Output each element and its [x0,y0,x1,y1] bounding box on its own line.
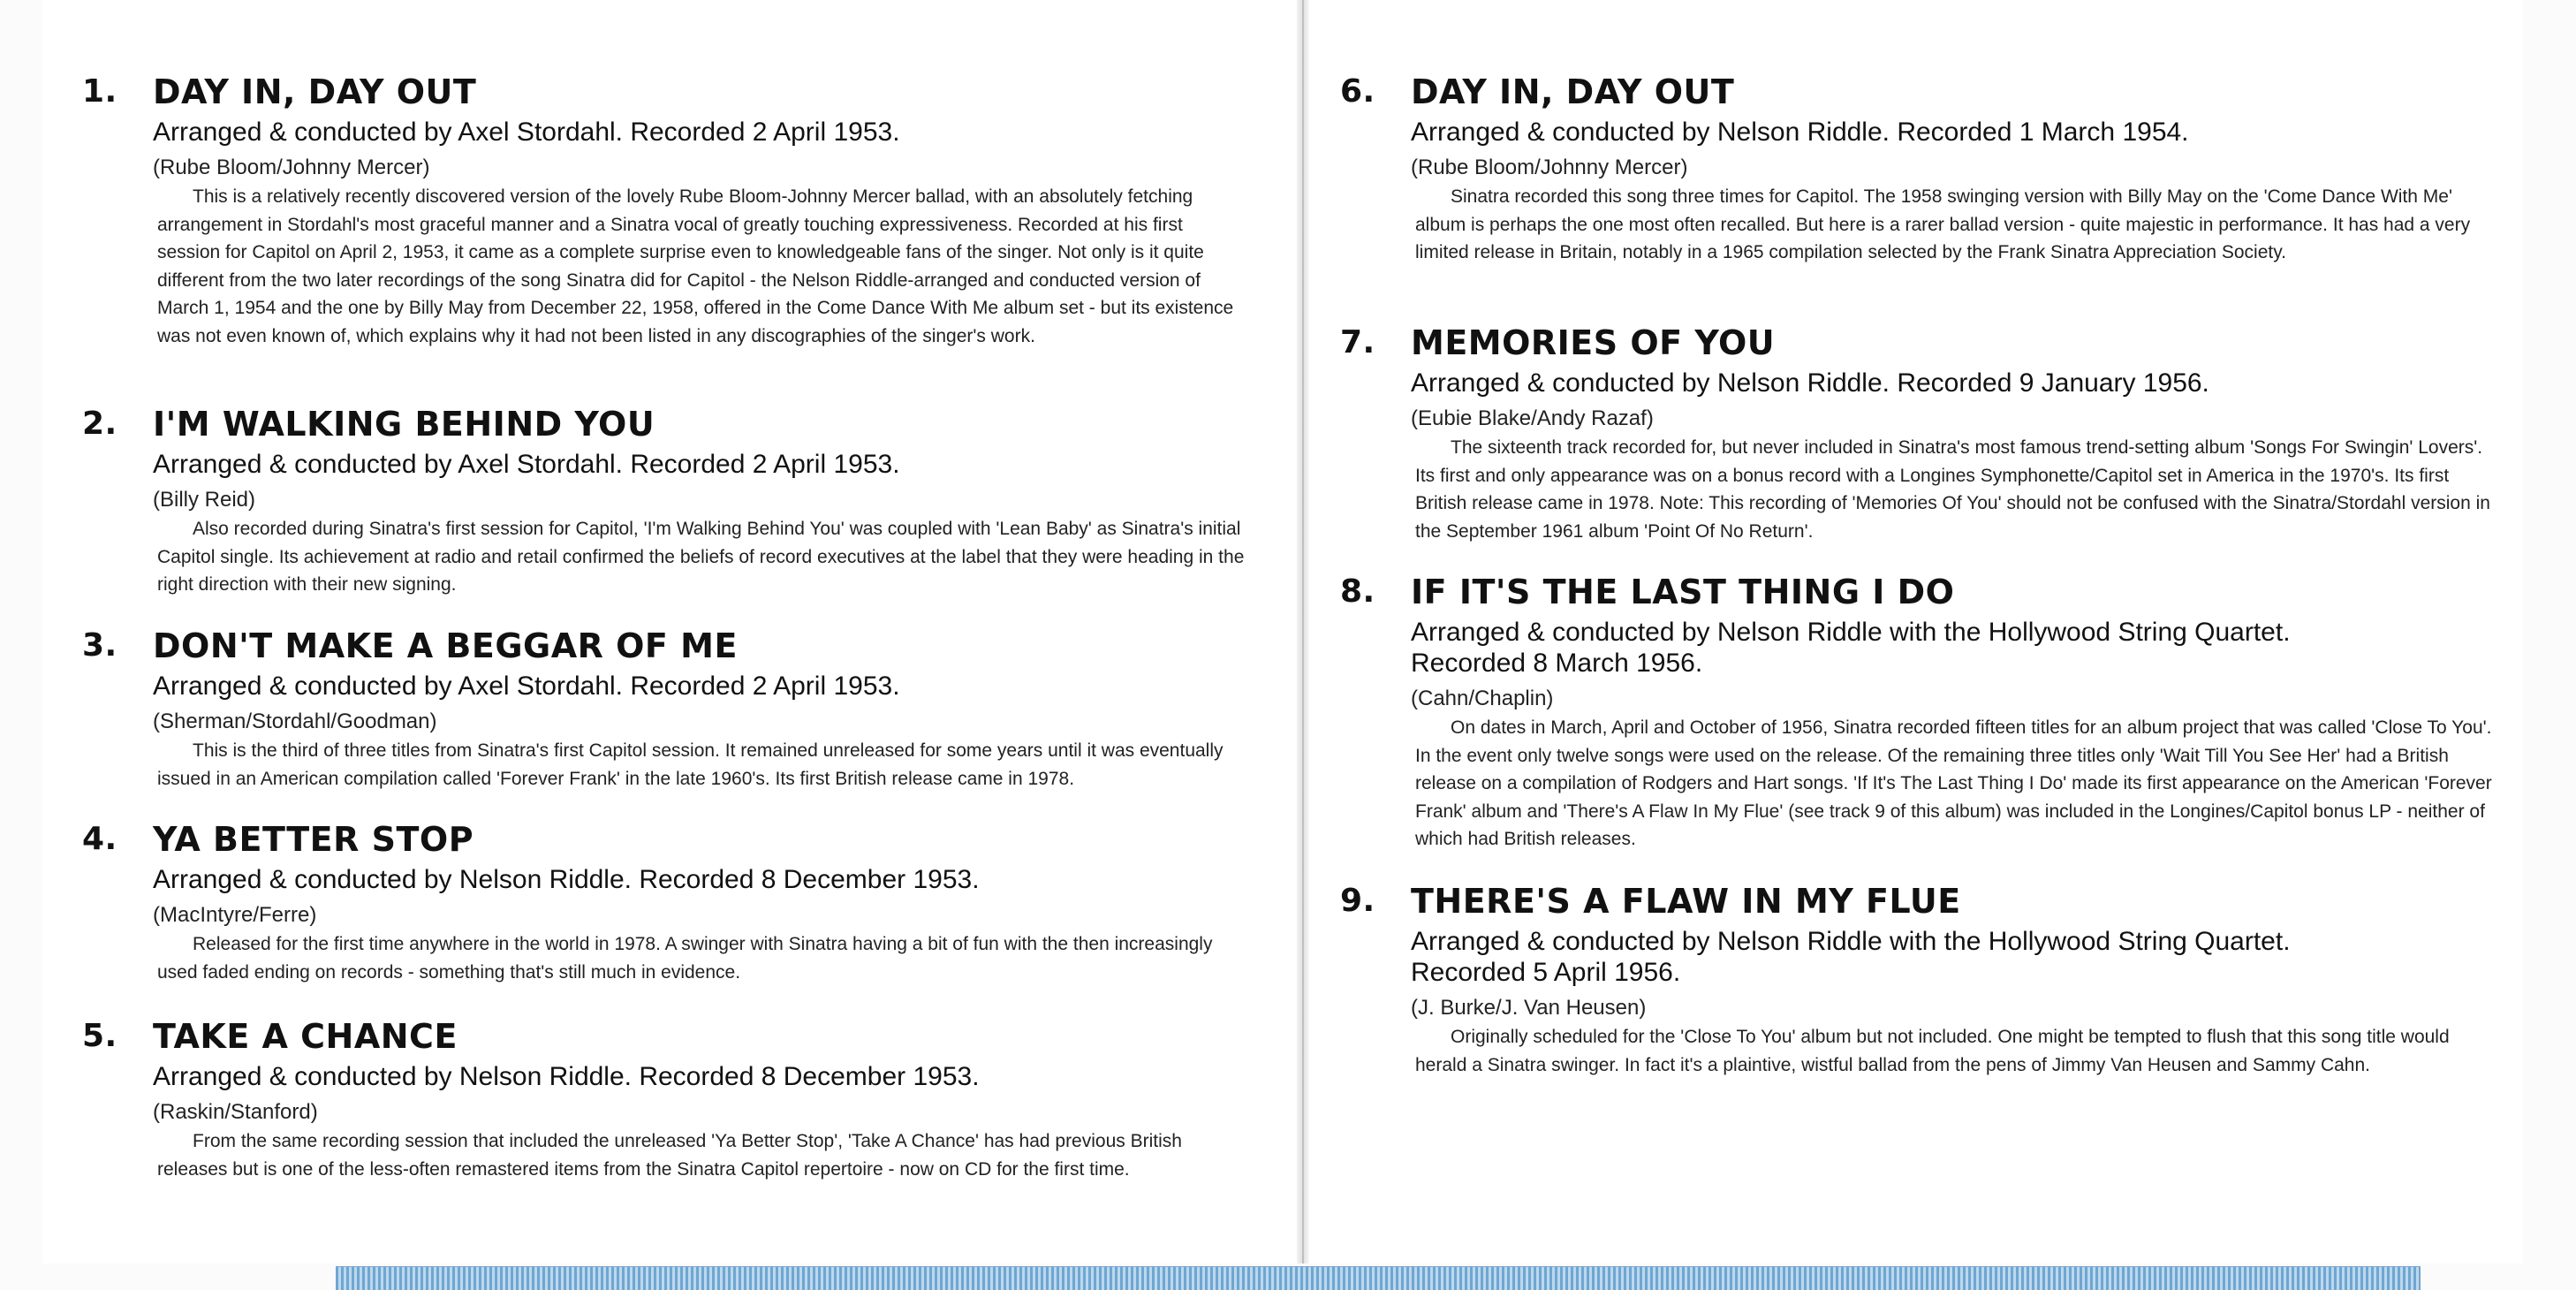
track-description: On dates in March, April and October of 1956, Sinatra recorded fifteen titles for an album project that was called 'Close To You'. In the event only twelve songs were used on the release. Of the remaining three titles only 'Wait Till You See Her' had a British release on a compilation of Rodgers and Hart songs. 'If It's The Last Thing I Do' made its first appearance on the American 'Forever Frank' album and 'There's A Flaw In My Flue' (see track 9 of this album) was included in the Longines/Capitol bonus LP - neither of which had British releases. [1415,717,2492,849]
track-description: Also recorded during Sinatra's first session for Capitol, 'I'm Walking Behind You' was coupled with 'Lean Baby' as Sinatra's initial Capitol single. Its achievement at radio and retail confirmed the beliefs of record executives at the label that they were heading in the right direction with their new signing. [157,519,1245,595]
track-title [1340,71,2489,113]
track-title [82,403,1257,445]
track-2 [82,403,1257,599]
track-9 [1340,880,2493,1079]
track-title [82,71,1248,113]
cd-tray-spine-strip [336,1266,2421,1290]
track-number: 9. [1340,883,1375,919]
track-title-text: MEMORIES OF YOU [1411,323,1776,362]
track-arrangement: Arranged & conducted by Nelson Riddle with the Hollywood String Quartet. Recorded 8 March 1956. [1411,618,2291,678]
track-description: The sixteenth track recorded for, but never included in Sinatra's most famous trend-setting album 'Songs For Swingin' Lovers'. Its first and only appearance was on a bonus record with a Longines Symphonette/Capitol set in America in the 1970's. Its first British release came in 1978. Note: This recording of 'Memories Of You' should not be confused with the Sinatra/Stordahl version in the September 1961 album 'Point Of No Return'. [1415,437,2490,542]
track-title-text: THERE'S A FLAW IN MY FLUE [1411,882,1961,921]
track-title [82,1015,1257,1058]
track-number: 7. [1340,324,1375,360]
track-5 [82,1015,1257,1183]
track-title-text: TAKE A CHANCE [153,1017,458,1056]
track-description: Released for the first time anywhere in the world in 1978. A swinger with Sinatra having a bit of fun with the then increasingly used faded ending on records - something that's still much in evidence. [157,934,1213,983]
track-number: 1. [82,73,117,110]
track-composers: (MacIntyre/Ferre) [153,903,317,927]
track-description: This is the third of three titles from Sinatra's first Capitol session. It remained unreleased for some years until it was eventually issued in an American compilation called 'Forever Frank' in the late 1960's. Its first British release came in 1978. [157,740,1224,789]
track-8 [1340,571,2497,854]
track-number: 3. [82,627,117,664]
track-7 [1340,322,2497,545]
track-title-text: I'M WALKING BEHIND YOU [153,405,655,444]
track-arrangement: Arranged & conducted by Axel Stordahl. Recorded 2 April 1953. [153,118,900,147]
track-composers: (J. Burke/J. Van Heusen) [1411,996,1647,1020]
track-title [1340,571,2497,613]
track-arrangement: Arranged & conducted by Nelson Riddle. Recorded 1 March 1954. [1411,118,2189,147]
track-3 [82,625,1257,793]
track-title-text: DAY IN, DAY OUT [153,72,477,111]
track-title-text: IF IT'S THE LAST THING I DO [1411,573,1955,611]
track-1 [82,71,1248,350]
track-description: From the same recording session that included the unreleased 'Ya Better Stop', 'Take A Chance' has had previous British releases but is one of the less-often remastered items from the Sinatra Capitol repertoire - now on CD for the first time. [157,1131,1182,1180]
track-arrangement: Arranged & conducted by Nelson Riddle. Recorded 8 December 1953. [153,1062,980,1091]
track-arrangement: Arranged & conducted by Nelson Riddle. Recorded 8 December 1953. [153,865,980,894]
track-number: 5. [82,1018,117,1054]
track-title-text: YA BETTER STOP [153,820,474,859]
track-number: 2. [82,406,117,442]
track-arrangement: Arranged & conducted by Axel Stordahl. Recorded 2 April 1953. [153,672,900,701]
track-composers: (Rube Bloom/Johnny Mercer) [1411,156,1688,179]
track-composers: (Cahn/Chaplin) [1411,687,1554,710]
track-composers: (Eubie Blake/Andy Razaf) [1411,406,1654,430]
track-arrangement: Arranged & conducted by Nelson Riddle with the Hollywood String Quartet. Recorded 5 April 1956. [1411,927,2291,987]
track-description: Sinatra recorded this song three times for Capitol. The 1958 swinging version with Billy May on the 'Come Dance With Me' album is perhaps the one most often recalled. But here is a rarer ballad version - quite majestic in performance. It has had a very limited release in Britain, notably in a 1965 compilation selected by the Frank Sinatra Appreciation Society. [1415,186,2471,262]
track-composers: (Sherman/Stordahl/Goodman) [153,710,437,733]
track-title [82,818,1257,861]
track-title [82,625,1257,667]
track-description: This is a relatively recently discovered version of the lovely Rube Bloom-Johnny Mercer ballad, with an absolutely fetching arrangement in Stordahl's most graceful manner and a Sinatra vocal of greatly touching expressiveness. Recorded at his first session for Capitol on April 2, 1953, it came as a complete surprise even to knowledgeable fans of the singer. Not only is it quite different from the two later recordings of the song Sinatra did for Capitol - the Nelson Riddle-arranged and conducted version of March 1, 1954 and the one by Billy May from December 22, 1958, offered in the Come Dance With Me album set - but its existence was not even known of, which explains why it had not been listed in any discographies of the singer's work. [157,186,1234,346]
track-number: 6. [1340,73,1375,110]
track-4 [82,818,1257,986]
track-composers: (Billy Reid) [153,488,256,512]
track-description: Originally scheduled for the 'Close To You' album but not included. One might be tempted to flush that this song title would herald a Sinatra swinger. In fact it's a plaintive, wistful ballad from the pens of Jimmy Van Heusen and Sammy Cahn. [1415,1027,2450,1075]
track-composers: (Raskin/Stanford) [153,1100,318,1124]
track-number: 4. [82,821,117,857]
track-arrangement: Arranged & conducted by Axel Stordahl. Recorded 2 April 1953. [153,450,900,479]
track-number: 8. [1340,573,1375,610]
page-fold [1297,0,1309,1263]
track-6 [1340,71,2489,267]
track-title-text: DAY IN, DAY OUT [1411,72,1735,111]
track-title [1340,880,2493,922]
track-title-text: DON'T MAKE A BEGGAR OF ME [153,626,738,665]
track-composers: (Rube Bloom/Johnny Mercer) [153,156,430,179]
track-arrangement: Arranged & conducted by Nelson Riddle. Recorded 9 January 1956. [1411,368,2209,398]
track-title [1340,322,2497,364]
